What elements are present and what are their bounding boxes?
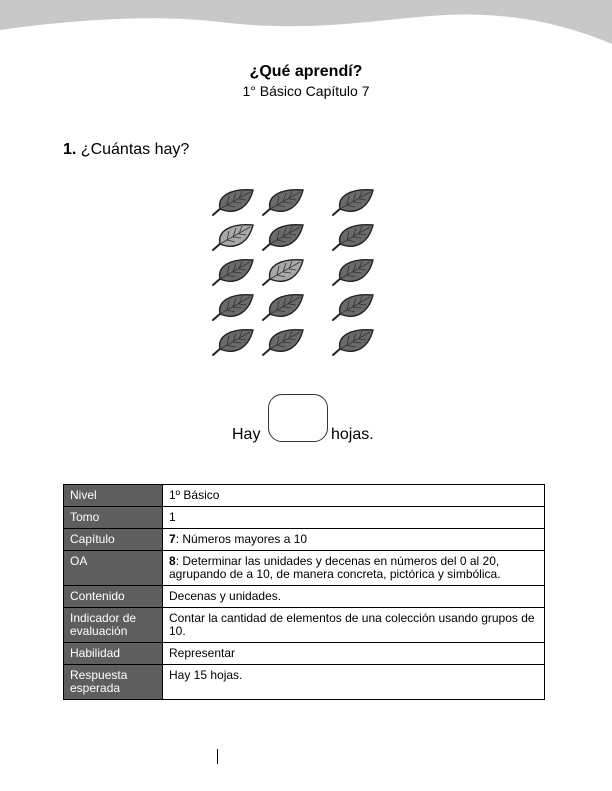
row-value-text: Representar <box>169 646 236 660</box>
table-row <box>64 507 545 529</box>
leaf-icon <box>333 330 373 355</box>
row-value-text: 1º Básico <box>169 488 220 502</box>
leaf-icon <box>213 295 253 320</box>
row-label: Habilidad <box>64 643 163 665</box>
leaf-icon <box>333 260 373 285</box>
header-wave-decoration <box>0 0 612 50</box>
table-row <box>64 608 545 643</box>
leaf-icon <box>213 330 253 355</box>
row-label: Tomo <box>64 507 163 529</box>
leaf-icon <box>213 260 253 285</box>
table-row <box>64 586 545 608</box>
leaf-icon <box>213 190 253 215</box>
leaves-illustration <box>205 180 385 365</box>
row-value-number: 8 <box>169 554 176 568</box>
row-value-text: 1 <box>169 510 176 524</box>
question-1 <box>63 141 189 159</box>
table-row <box>64 551 545 586</box>
leaf-icon <box>263 295 303 320</box>
row-value <box>163 665 545 700</box>
row-value <box>163 608 545 643</box>
answer-input-box[interactable] <box>268 394 328 442</box>
row-label: Respuesta esperada <box>64 665 163 700</box>
leaf-icon <box>263 330 303 355</box>
text-cursor <box>217 749 218 764</box>
row-label: Contenido <box>64 586 163 608</box>
row-value-text: Decenas y unidades. <box>169 589 282 603</box>
row-value-text: : Números mayores a 10 <box>175 532 308 546</box>
row-value <box>163 643 545 665</box>
row-value <box>163 529 545 551</box>
question-number: 1. <box>63 141 77 158</box>
row-label: Nivel <box>64 485 163 507</box>
question-text: ¿Cuántas hay? <box>80 141 190 158</box>
leaf-icon <box>263 190 303 215</box>
row-value <box>163 485 545 507</box>
page-subtitle: 1° Básico Capítulo 7 <box>242 83 370 99</box>
row-label: OA <box>64 551 163 586</box>
leaf-icon <box>263 225 303 250</box>
row-value-text: Contar la cantidad de elementos de una colección usando grupos de 10. <box>169 611 535 638</box>
answer-prefix: Hay <box>232 426 261 443</box>
table-row <box>64 643 545 665</box>
leaf-icon <box>333 190 373 215</box>
row-value-text: : Determinar las unidades y decenas en números del 0 al 20, agrupando de a 10, de manera concreta, pictórica y simbólica. <box>169 554 501 581</box>
table-row <box>64 665 545 700</box>
row-value <box>163 551 545 586</box>
leaf-icon <box>263 260 303 285</box>
table-row <box>64 529 545 551</box>
row-label: Capítulo <box>64 529 163 551</box>
table-row <box>64 485 545 507</box>
row-value-text: Hay 15 hojas. <box>169 668 243 682</box>
info-table <box>63 484 545 700</box>
leaf-icon <box>333 225 373 250</box>
leaf-icon <box>333 295 373 320</box>
row-value <box>163 507 545 529</box>
row-label: Indicador de evaluación <box>64 608 163 643</box>
answer-line <box>0 394 612 444</box>
leaf-icon <box>213 225 253 250</box>
row-value <box>163 586 545 608</box>
row-value-number: 7 <box>169 532 176 546</box>
answer-suffix: hojas. <box>331 426 374 443</box>
page-title: ¿Qué aprendí? <box>249 63 363 80</box>
